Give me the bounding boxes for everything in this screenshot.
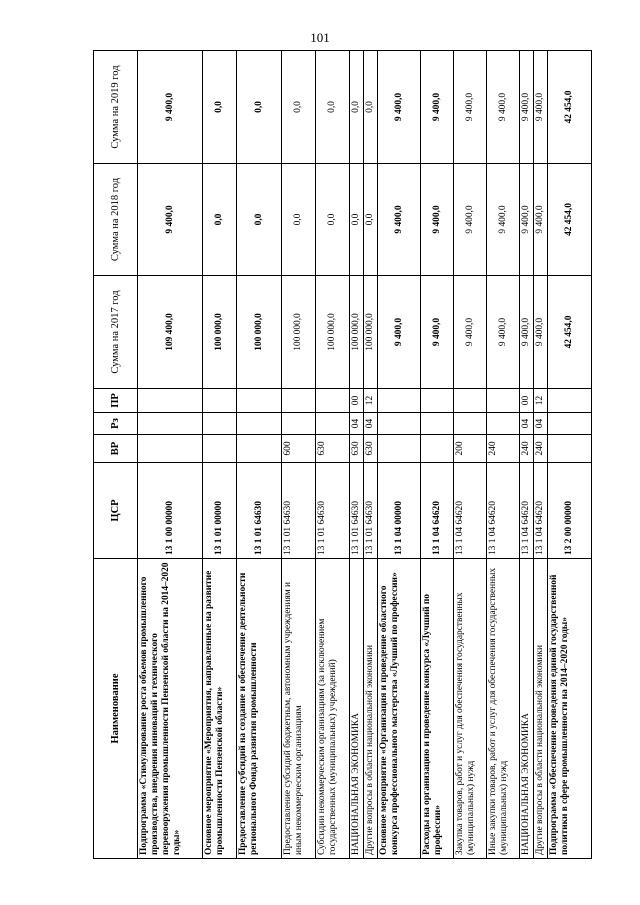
cell-sum-2018: 0,0 xyxy=(237,164,282,276)
cell-sum-2018: 9 400,0 xyxy=(138,164,203,276)
header-sum-2019: Сумма на 2019 год xyxy=(94,51,138,164)
header-sum-2017: Сумма на 2017 год xyxy=(94,276,138,389)
header-vr: ВР xyxy=(94,435,138,463)
cell-sum-2017: 100 000,0 xyxy=(282,276,316,389)
cell-rz: 04 xyxy=(350,413,364,435)
cell-sum-2019: 0,0 xyxy=(364,51,378,164)
cell-sum-2017: 9 400,0 xyxy=(487,276,520,389)
header-name: Наименование xyxy=(94,559,138,859)
cell-sum-2018: 0,0 xyxy=(282,164,316,276)
cell-sum-2018: 9 400,0 xyxy=(378,164,421,276)
header-csr: ЦСР xyxy=(94,463,138,559)
cell-sum-2018: 42 454,0 xyxy=(548,164,592,276)
cell-csr: 13 1 04 64620 xyxy=(421,463,454,559)
cell-name: Другие вопросы в области национальной экономики xyxy=(364,559,378,859)
table-row xyxy=(378,51,421,859)
cell-sum-2017: 9 400,0 xyxy=(534,276,548,389)
cell-vr: 240 xyxy=(520,435,534,463)
cell-sum-2017: 100 000,0 xyxy=(350,276,364,389)
cell-name: Закупка товаров, работ и услуг для обеспечения государственных (муниципальных) нужд xyxy=(454,559,487,859)
cell-pr: 12 xyxy=(534,389,548,413)
cell-sum-2017: 9 400,0 xyxy=(454,276,487,389)
cell-csr: 13 1 04 64620 xyxy=(534,463,548,559)
budget-table xyxy=(93,50,592,859)
cell-pr: 00 xyxy=(350,389,364,413)
cell-sum-2018: 9 400,0 xyxy=(454,164,487,276)
cell-sum-2017: 100 000,0 xyxy=(237,276,282,389)
cell-csr: 13 1 01 64630 xyxy=(282,463,316,559)
cell-rz xyxy=(548,413,592,435)
cell-name: Основное мероприятие «Мероприятия, направленные на развитие промышленности Пензенской области» xyxy=(203,559,237,859)
cell-csr: 13 1 01 64630 xyxy=(237,463,282,559)
cell-pr xyxy=(378,389,421,413)
cell-sum-2019: 9 400,0 xyxy=(454,51,487,164)
cell-name: Предоставление субсидий бюджетным, автономным учреждениям и иным некоммерческим организациям xyxy=(282,559,316,859)
cell-vr: 240 xyxy=(487,435,520,463)
cell-csr: 13 1 01 64630 xyxy=(350,463,364,559)
rotated-table-container xyxy=(93,51,574,859)
cell-name: Иные закупки товаров, работ и услуг для обеспечения государственных (муниципальных) нужд xyxy=(487,559,520,859)
cell-name: НАЦИОНАЛЬНАЯ ЭКОНОМИКА xyxy=(350,559,364,859)
table-row xyxy=(534,51,548,859)
cell-vr: 600 xyxy=(282,435,316,463)
table-row xyxy=(316,51,350,859)
table-row xyxy=(237,51,282,859)
table-row xyxy=(282,51,316,859)
cell-csr: 13 1 04 00000 xyxy=(378,463,421,559)
cell-sum-2017: 100 000,0 xyxy=(364,276,378,389)
cell-vr xyxy=(237,435,282,463)
table-row xyxy=(454,51,487,859)
cell-pr: 12 xyxy=(364,389,378,413)
cell-sum-2017: 109 400,0 xyxy=(138,276,203,389)
cell-vr: 630 xyxy=(364,435,378,463)
table-row xyxy=(520,51,534,859)
cell-name: Подпрограмма «Обеспечение проведения единой государственной политики в сфере промышленности на 2014–2020 годы» xyxy=(548,559,592,859)
cell-sum-2019: 42 454,0 xyxy=(548,51,592,164)
cell-sum-2017: 100 000,0 xyxy=(203,276,237,389)
cell-sum-2018: 9 400,0 xyxy=(534,164,548,276)
cell-rz: 04 xyxy=(520,413,534,435)
cell-pr xyxy=(316,389,350,413)
cell-sum-2017: 9 400,0 xyxy=(378,276,421,389)
cell-sum-2017: 42 454,0 xyxy=(548,276,592,389)
cell-vr: 240 xyxy=(534,435,548,463)
cell-name: Основное мероприятие «Организация и проведение областного конкурса профессионального мастерства «Лучший по профессии» xyxy=(378,559,421,859)
cell-rz xyxy=(421,413,454,435)
cell-name: Подпрограмма «Стимулирование роста объемов промышленного производства, внедрения инноваций и технического перевооружения промышленности Пензенской области на 2014–2020 годы» xyxy=(138,559,203,859)
cell-sum-2018: 9 400,0 xyxy=(421,164,454,276)
cell-sum-2017: 100 000,0 xyxy=(316,276,350,389)
cell-pr xyxy=(548,389,592,413)
table-row xyxy=(487,51,520,859)
cell-sum-2018: 0,0 xyxy=(203,164,237,276)
cell-vr xyxy=(548,435,592,463)
cell-rz: 04 xyxy=(534,413,548,435)
cell-name: Другие вопросы в области национальной экономики xyxy=(534,559,548,859)
cell-rz xyxy=(138,413,203,435)
table-row xyxy=(364,51,378,859)
cell-pr: 00 xyxy=(520,389,534,413)
cell-vr xyxy=(138,435,203,463)
cell-rz xyxy=(487,413,520,435)
page-number: 101 xyxy=(310,30,330,45)
cell-sum-2019: 9 400,0 xyxy=(138,51,203,164)
cell-name: Предоставление субсидий на создание и обеспечение деятельности регионального Фонда развития промышленности xyxy=(237,559,282,859)
table-row xyxy=(350,51,364,859)
cell-vr: 630 xyxy=(316,435,350,463)
cell-vr xyxy=(378,435,421,463)
cell-csr: 13 1 01 64630 xyxy=(316,463,350,559)
cell-csr: 13 1 01 00000 xyxy=(203,463,237,559)
cell-vr xyxy=(421,435,454,463)
cell-sum-2019: 9 400,0 xyxy=(421,51,454,164)
cell-sum-2018: 9 400,0 xyxy=(520,164,534,276)
table-row xyxy=(138,51,203,859)
cell-vr xyxy=(203,435,237,463)
cell-csr: 13 1 04 64620 xyxy=(520,463,534,559)
cell-name: Расходы на организацию и проведение конкурса «Лучший по профессии» xyxy=(421,559,454,859)
cell-rz xyxy=(316,413,350,435)
cell-rz xyxy=(237,413,282,435)
table-row xyxy=(203,51,237,859)
cell-name: НАЦИОНАЛЬНАЯ ЭКОНОМИКА xyxy=(520,559,534,859)
header-pr: ПР xyxy=(94,389,138,413)
cell-sum-2017: 9 400,0 xyxy=(421,276,454,389)
cell-sum-2019: 0,0 xyxy=(237,51,282,164)
cell-sum-2019: 9 400,0 xyxy=(534,51,548,164)
cell-rz xyxy=(454,413,487,435)
table-header-row xyxy=(94,51,138,859)
cell-sum-2017: 9 400,0 xyxy=(520,276,534,389)
cell-vr: 200 xyxy=(454,435,487,463)
cell-sum-2019: 9 400,0 xyxy=(487,51,520,164)
cell-pr xyxy=(421,389,454,413)
cell-pr xyxy=(138,389,203,413)
cell-sum-2019: 0,0 xyxy=(350,51,364,164)
cell-vr: 630 xyxy=(350,435,364,463)
cell-sum-2019: 0,0 xyxy=(316,51,350,164)
cell-rz xyxy=(378,413,421,435)
cell-sum-2018: 0,0 xyxy=(364,164,378,276)
cell-csr: 13 1 01 64630 xyxy=(364,463,378,559)
table-row xyxy=(548,51,592,859)
cell-pr xyxy=(487,389,520,413)
table-body xyxy=(138,51,592,859)
cell-pr xyxy=(203,389,237,413)
cell-sum-2019: 9 400,0 xyxy=(378,51,421,164)
cell-sum-2019: 0,0 xyxy=(282,51,316,164)
cell-sum-2018: 9 400,0 xyxy=(487,164,520,276)
cell-rz: 04 xyxy=(364,413,378,435)
cell-csr: 13 1 00 00000 xyxy=(138,463,203,559)
cell-sum-2018: 0,0 xyxy=(316,164,350,276)
cell-pr xyxy=(454,389,487,413)
cell-csr: 13 1 04 64620 xyxy=(487,463,520,559)
cell-rz xyxy=(203,413,237,435)
header-rz: Рз xyxy=(94,413,138,435)
cell-csr: 13 1 04 64620 xyxy=(454,463,487,559)
cell-rz xyxy=(282,413,316,435)
cell-sum-2019: 9 400,0 xyxy=(520,51,534,164)
cell-name: Субсидии некоммерческим организациям (за исключением государственных (муниципальных) учреждений) xyxy=(316,559,350,859)
cell-sum-2019: 0,0 xyxy=(203,51,237,164)
cell-pr xyxy=(237,389,282,413)
table-row xyxy=(421,51,454,859)
cell-pr xyxy=(282,389,316,413)
cell-sum-2018: 0,0 xyxy=(350,164,364,276)
cell-csr: 13 2 00 00000 xyxy=(548,463,592,559)
header-sum-2018: Сумма на 2018 год xyxy=(94,164,138,276)
